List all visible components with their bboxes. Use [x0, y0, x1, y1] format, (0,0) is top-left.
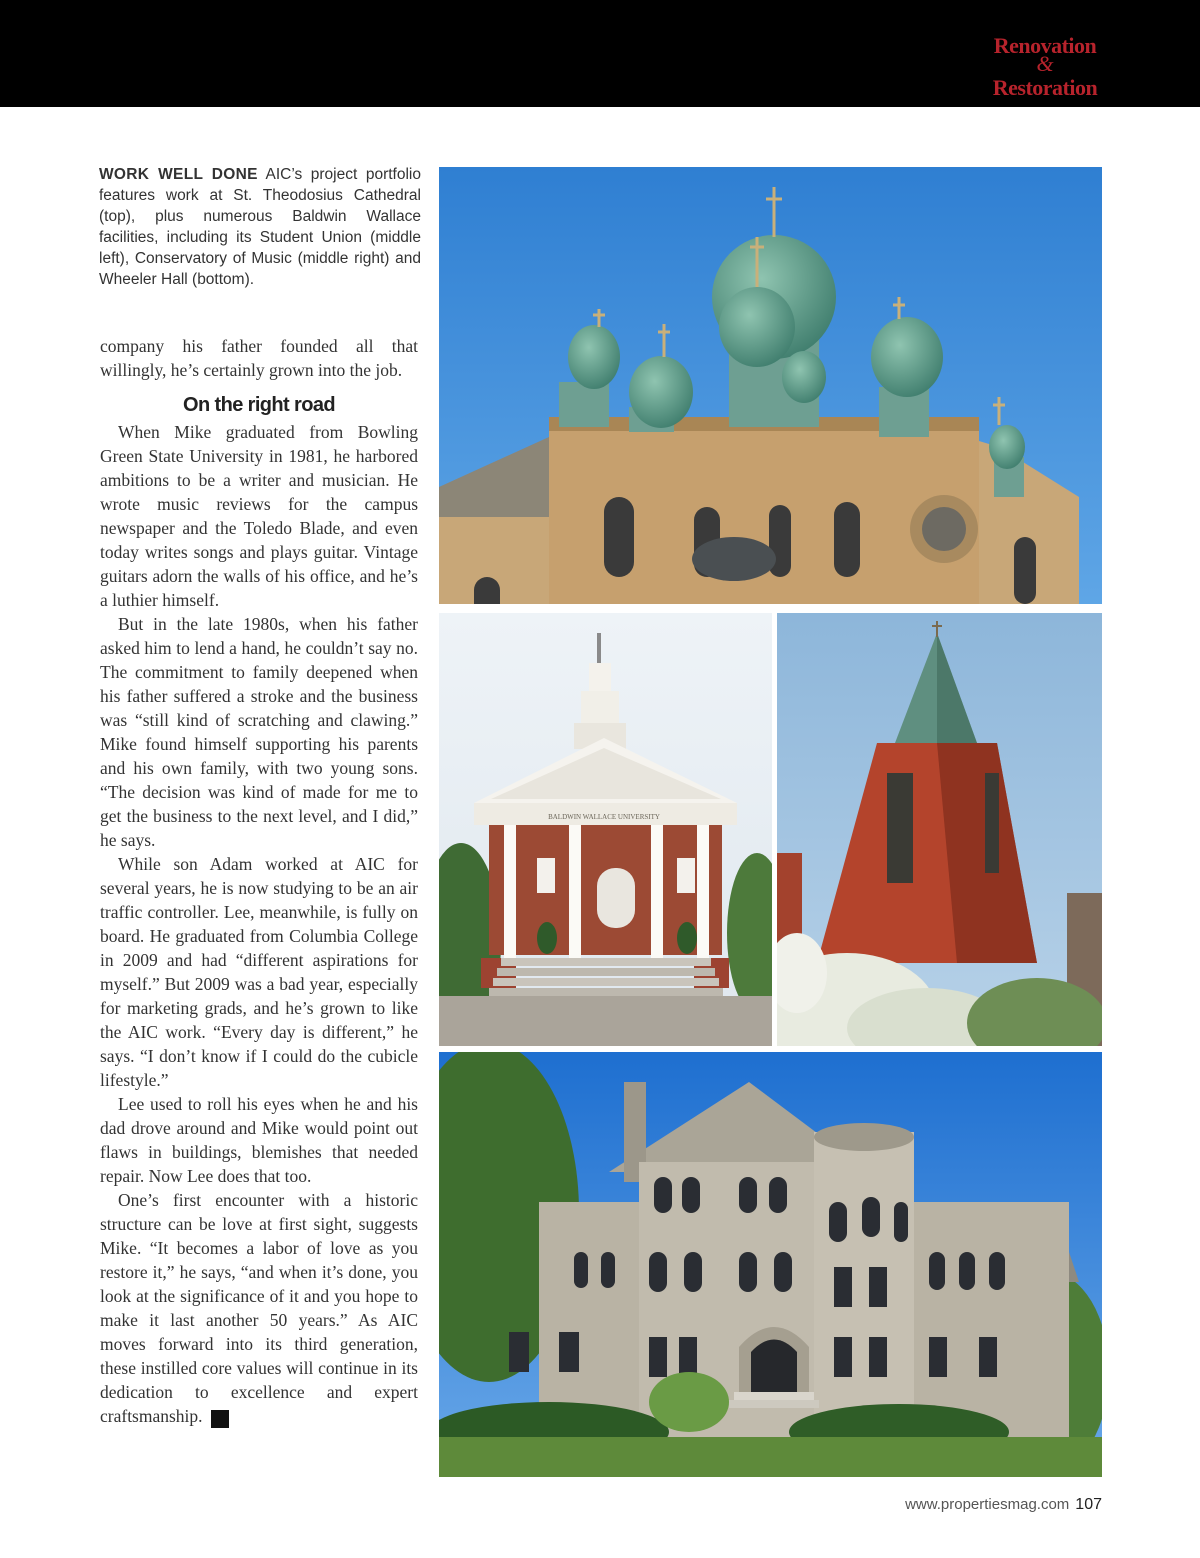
photo-st-theodosius-cathedral [439, 167, 1102, 604]
page-footer [905, 1496, 1102, 1514]
photo-conservatory-of-music [777, 613, 1102, 1046]
end-mark-icon: P [211, 1410, 229, 1428]
article-paragraph: While son Adam worked at AIC for several years, he is now studying to be an air traffic controller. Lee, meanwhile, is fully on board. He graduated from Columbia College in 2009 and had “different aspirations for myself.” But 2009 was a bad year, especially for marketing grads, and he’s grown to like the AIC work. “Every day is different,” he says. “I don’t know if I could do the cubicle lifestyle.” [100, 854, 418, 1090]
header-bar [0, 0, 1200, 107]
article-paragraph: But in the late 1980s, when his father asked him to lend a hand, he couldn’t say no. The commitment to family deepened when his father suffered a stroke and the business was “still kind of scratching and clawing.” Mike found himself supporting his parents and his own family, with two young sons. “The decision was kind of made for me to get the business to the next level, and I did,” he says. [100, 614, 418, 850]
article-body [100, 334, 418, 1428]
article-paragraph: When Mike graduated from Bowling Green State University in 1981, he harbored ambitions to be a writer and musician. He wrote music reviews for the campus newspaper and the Toledo Blade, and even today writes songs and plays guitar. Vintage guitars adorn the walls of his office, and he’s a luthier himself. [100, 422, 418, 610]
section-heading: On the right road [182, 394, 336, 416]
logo-line1: Renovation [993, 33, 1097, 58]
building-sign: BALDWIN WALLACE UNIVERSITY [548, 813, 660, 821]
renovation-restoration-logo [990, 34, 1100, 104]
page-number: 107 [1075, 1496, 1102, 1513]
article-paragraph: Lee used to roll his eyes when he and his dad drove around and Mike would point out flaws in buildings, blemishes that needed repair. Now Lee does that too. [100, 1094, 418, 1186]
article-paragraph-text: One’s first encounter with a historic structure can be love at first sight, suggests Mike. “It becomes a labor of love as you restore it,” he says, “and when it’s done, you look at the significance of it and you hope to make it last another 50 years.” As AIC moves forward into its third generation, these instilled core values will continue in its dedication to excellence and expert craftsmanship. [100, 1190, 418, 1426]
article-paragraph-last [100, 1188, 418, 1428]
caption-lead: WORK WELL DONE [99, 166, 258, 183]
photo-student-union [439, 613, 772, 1046]
photo-caption [99, 164, 421, 290]
article-paragraph: company his father founded all that willingly, he’s certainly grown into the job. [100, 336, 418, 380]
footer-url: www.propertiesmag.com [905, 1496, 1070, 1513]
logo-line2: Restoration [992, 75, 1098, 100]
logo-ampersand: & [1036, 51, 1054, 76]
photo-wheeler-hall [439, 1052, 1102, 1477]
caption-text: AIC’s project portfolio features work at St. Theodosius Cathedral (top), plus numerous Baldwin Wallace facilities, including its Student Union (middle left), Conservatory of Music (middle right) and Wheeler Hall (bottom). [99, 166, 421, 288]
